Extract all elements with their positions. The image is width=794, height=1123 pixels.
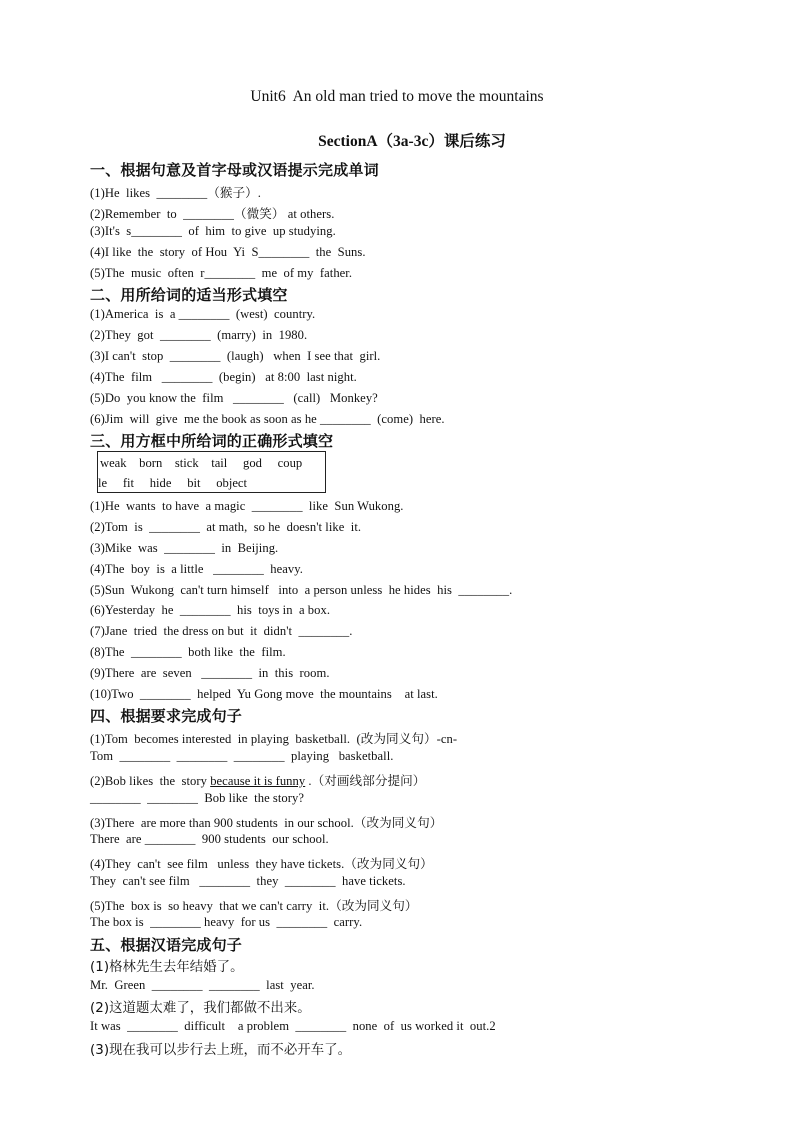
exercise-item: Tom ________ ________ ________ playing basketball.: [90, 749, 394, 763]
exercise-item: (6)Jim will give me the book as soon as he ________ (come) here.: [90, 412, 445, 426]
exercise-item: (5)The box is so heavy that we can't carry it.（改为同义句）: [90, 899, 418, 913]
exercise-item: (4)They can't see film unless they have tickets.（改为同义句）: [90, 857, 433, 871]
underlined-phrase: because it is funny: [210, 774, 306, 788]
exercise-item: (10)Two ________ helped Yu Gong move the mountains at last.: [90, 687, 438, 701]
exercise-item: (5)The music often r________ me of my father.: [90, 266, 353, 280]
section-1-heading: 一、根据句意及首字母或汉语提示完成单词: [90, 161, 379, 179]
exercise-item: (3)Mike was ________ in Beijing.: [90, 541, 279, 555]
exercise-item: (2)They got ________ (marry) in 1980.: [90, 328, 308, 342]
section-4-heading: 四、根据要求完成句子: [90, 707, 243, 725]
exercise-item: (2)Tom is ________ at math, so he doesn't like it.: [90, 520, 362, 534]
exercise-item: (1)He likes ________（猴子）.: [90, 186, 261, 200]
exercise-item: The box is ________ heavy for us ________ carry.: [90, 915, 363, 929]
exercise-item: (7)Jane tried the dress on but it didn't ________.: [90, 624, 353, 638]
exercise-item: Mr. Green ________ ________ last year.: [90, 978, 315, 992]
word-bank-line: weak born stick tail god coup: [100, 456, 303, 470]
exercise-item: It was ________ difficult a problem ________ none of us worked it out.2: [90, 1019, 496, 1033]
word-bank-box: [97, 451, 326, 493]
page-subtitle: SectionA（3a-3c）课后练习: [318, 133, 506, 150]
exercise-item: (4)The film ________ (begin) at 8:00 last night.: [90, 370, 357, 384]
exercise-item: (5)Sun Wukong can't turn himself into a person unless he hides his ________.: [90, 583, 513, 597]
section-3-heading: 三、用方框中所给词的正确形式填空: [90, 432, 334, 450]
exercise-item: (6)Yesterday he ________ his toys in a box.: [90, 603, 331, 617]
exercise-item: (2)这道题太难了，我们都做不出来。: [90, 1001, 311, 1016]
word-bank-line: le fit hide bit object: [98, 476, 247, 490]
exercise-item: (4)The boy is a little ________ heavy.: [90, 562, 303, 576]
exercise-item: (8)The ________ both like the film.: [90, 645, 286, 659]
exercise-item: (2)Remember to ________（微笑） at others.: [90, 207, 335, 221]
exercise-item: (3)现在我可以步行去上班，而不必开车了。: [90, 1043, 352, 1058]
exercise-item: (9)There are seven ________ in this room.: [90, 666, 330, 680]
exercise-item: [90, 770, 425, 789]
section-5-heading: 五、根据汉语完成句子: [90, 936, 243, 954]
exercise-item: (1)America is a ________ (west) country.: [90, 307, 316, 321]
item-text: .（对画线部分提问）: [305, 774, 426, 788]
exercise-item: ________ ________ Bob like the story?: [90, 791, 304, 805]
exercise-item: (4)I like the story of Hou Yi S________ the Suns.: [90, 245, 366, 259]
item-text: (2)Bob likes the story: [90, 774, 211, 788]
exercise-item: (5)Do you know the film ________ (call) Monkey?: [90, 391, 378, 405]
exercise-item: (1)Tom becomes interested in playing basketball. (改为同义句）-cn-: [90, 732, 458, 746]
exercise-item: (1)格林先生去年结婚了。: [90, 960, 244, 975]
exercise-item: They can't see film ________ they ________ have tickets.: [90, 874, 406, 888]
exercise-item: (3)It's s________ of him to give up studying.: [90, 224, 336, 238]
exercise-item: (1)He wants to have a magic ________ like Sun Wukong.: [90, 499, 404, 513]
exercise-item: There are ________ 900 students our school.: [90, 832, 329, 846]
exercise-item: (3)There are more than 900 students in our school.（改为同义句）: [90, 816, 443, 830]
section-2-heading: 二、用所给词的适当形式填空: [90, 286, 288, 304]
page-title: Unit6 An old man tried to move the mountains: [250, 88, 544, 105]
exercise-item: (3)I can't stop ________ (laugh) when I see that girl.: [90, 349, 381, 363]
